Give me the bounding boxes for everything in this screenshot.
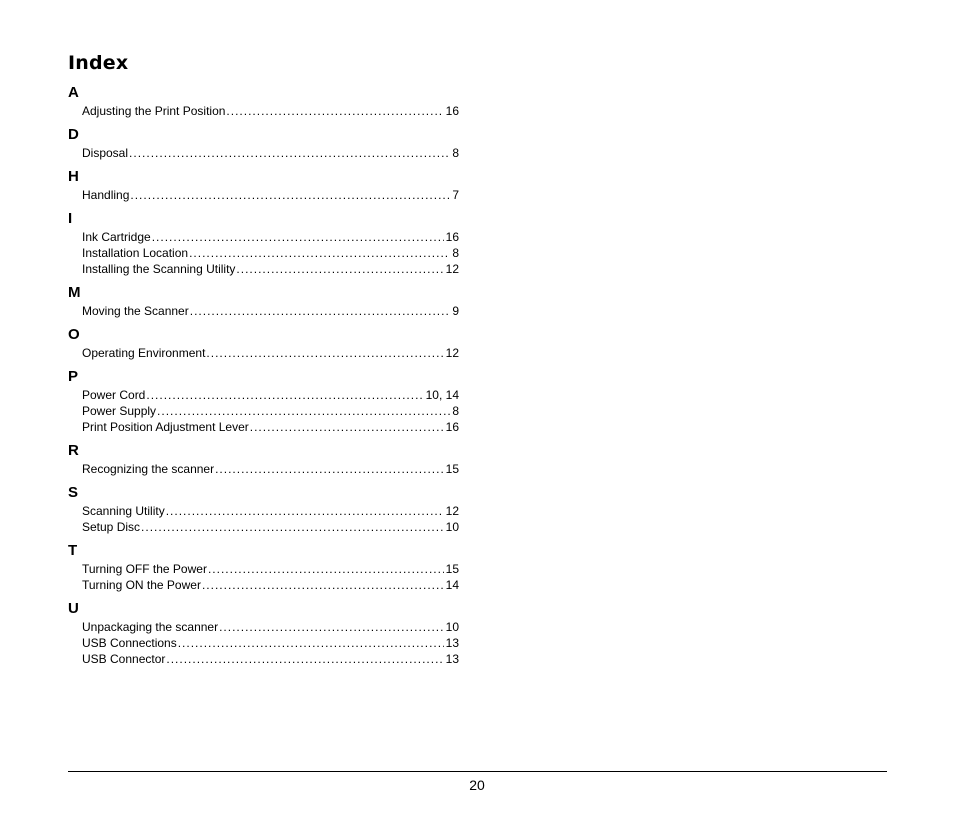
index-section-h <box>68 169 459 203</box>
index-entry-page: 13 <box>445 636 459 650</box>
index-entries <box>68 461 459 477</box>
dot-leader <box>219 619 444 635</box>
dot-leader <box>190 303 451 319</box>
index-entry-term: Recognizing the scanner <box>82 462 215 476</box>
footer-divider <box>68 771 887 772</box>
page-title: Index <box>68 52 129 74</box>
index-section-r <box>68 443 459 477</box>
index-entries <box>68 187 459 203</box>
index-entries <box>68 387 459 435</box>
index-section-m <box>68 285 459 319</box>
index-entry-page: 16 <box>445 230 459 244</box>
section-letter-heading: U <box>68 600 79 617</box>
dot-leader <box>236 261 443 277</box>
section-letter-heading: I <box>68 210 73 227</box>
index-entry-term: Installation Location <box>82 246 189 260</box>
section-letter-heading: A <box>68 84 79 101</box>
index-entries <box>68 103 459 119</box>
index-entry-page: 10 <box>445 520 459 534</box>
index-entry[interactable] <box>82 419 459 435</box>
index-entries <box>68 619 459 667</box>
section-letter-heading: R <box>68 442 79 459</box>
section-letter-heading: D <box>68 126 79 143</box>
index-entries <box>68 561 459 593</box>
index-entry[interactable] <box>82 461 459 477</box>
index-entry-term: Operating Environment <box>82 346 206 360</box>
dot-leader <box>152 229 444 245</box>
dot-leader <box>129 145 450 161</box>
index-entry[interactable] <box>82 577 459 593</box>
index-entry-term: Ink Cartridge <box>82 230 151 244</box>
index-entry-page: 13 <box>445 652 459 666</box>
index-entry-term: Power Supply <box>82 404 157 418</box>
index-entry[interactable] <box>82 619 459 635</box>
index-entry-page: 12 <box>445 346 459 360</box>
index-section-d <box>68 127 459 161</box>
dot-leader <box>166 651 443 667</box>
index-section-a <box>68 85 459 119</box>
index-entry[interactable] <box>82 635 459 651</box>
index-entries <box>68 145 459 161</box>
index-entry-term: Handling <box>82 188 130 202</box>
dot-leader <box>166 503 444 519</box>
index-entries <box>68 503 459 535</box>
dot-leader <box>141 519 444 535</box>
dot-leader <box>226 103 443 119</box>
index-entry-term: Turning OFF the Power <box>82 562 207 576</box>
index-section-p <box>68 369 459 435</box>
dot-leader <box>202 577 444 593</box>
index-entry[interactable] <box>82 561 459 577</box>
index-entry[interactable] <box>82 187 459 203</box>
index-entry-term: Installing the Scanning Utility <box>82 262 236 276</box>
index-entry-term: Setup Disc <box>82 520 141 534</box>
index-entry[interactable] <box>82 145 459 161</box>
index-entry-term: Adjusting the Print Position <box>82 104 226 118</box>
index-entry-page: 15 <box>445 462 459 476</box>
dot-leader <box>250 419 444 435</box>
index-entry-term: Disposal <box>82 146 129 160</box>
section-letter-heading: M <box>68 284 81 301</box>
index-entry-term: Scanning Utility <box>82 504 165 518</box>
dot-leader <box>157 403 450 419</box>
index-entry[interactable] <box>82 519 459 535</box>
index-entry-page: 7 <box>452 188 459 202</box>
index-entry[interactable] <box>82 345 459 361</box>
index-section-u <box>68 601 459 667</box>
index-entry-page: 12 <box>445 262 459 276</box>
index-section-s <box>68 485 459 535</box>
index-section-o <box>68 327 459 361</box>
index-entry-term: Print Position Adjustment Lever <box>82 420 249 434</box>
index-entry[interactable] <box>82 651 459 667</box>
index-entry-term: USB Connector <box>82 652 166 666</box>
index-entry[interactable] <box>82 261 459 277</box>
index-entry-term: USB Connections <box>82 636 177 650</box>
dot-leader <box>206 345 443 361</box>
index-entry-page: 16 <box>445 104 459 118</box>
index-entry[interactable] <box>82 503 459 519</box>
index-entry-page: 10, 14 <box>425 388 459 402</box>
page-number: 20 <box>469 777 485 793</box>
index-entry[interactable] <box>82 387 459 403</box>
index-entry[interactable] <box>82 229 459 245</box>
dot-leader <box>130 187 450 203</box>
index-list <box>68 85 459 667</box>
index-entry-term: Power Cord <box>82 388 146 402</box>
index-entry-page: 15 <box>445 562 459 576</box>
index-section-i <box>68 211 459 277</box>
index-entries <box>68 345 459 361</box>
index-entry-page: 10 <box>445 620 459 634</box>
index-entry-page: 9 <box>452 304 459 318</box>
index-entry-page: 8 <box>452 404 459 418</box>
index-entry[interactable] <box>82 303 459 319</box>
section-letter-heading: P <box>68 368 79 385</box>
section-letter-heading: O <box>68 326 80 343</box>
index-entry-page: 14 <box>445 578 459 592</box>
dot-leader <box>208 561 444 577</box>
index-entries <box>68 303 459 319</box>
dot-leader <box>215 461 444 477</box>
index-entry-page: 12 <box>445 504 459 518</box>
section-letter-heading: S <box>68 484 79 501</box>
index-entry-page: 8 <box>452 146 459 160</box>
index-entry-term: Unpackaging the scanner <box>82 620 219 634</box>
index-entry-page: 8 <box>452 246 459 260</box>
index-entry-term: Turning ON the Power <box>82 578 201 592</box>
dot-leader <box>146 387 423 403</box>
index-entry[interactable] <box>82 103 459 119</box>
dot-leader <box>178 635 444 651</box>
index-section-t <box>68 543 459 593</box>
index-entry[interactable] <box>82 403 459 419</box>
index-entries <box>68 229 459 277</box>
section-letter-heading: H <box>68 168 79 185</box>
index-entry-page: 16 <box>445 420 459 434</box>
index-entry-term: Moving the Scanner <box>82 304 189 318</box>
index-entry[interactable] <box>82 245 459 261</box>
section-letter-heading: T <box>68 542 78 559</box>
dot-leader <box>189 245 450 261</box>
